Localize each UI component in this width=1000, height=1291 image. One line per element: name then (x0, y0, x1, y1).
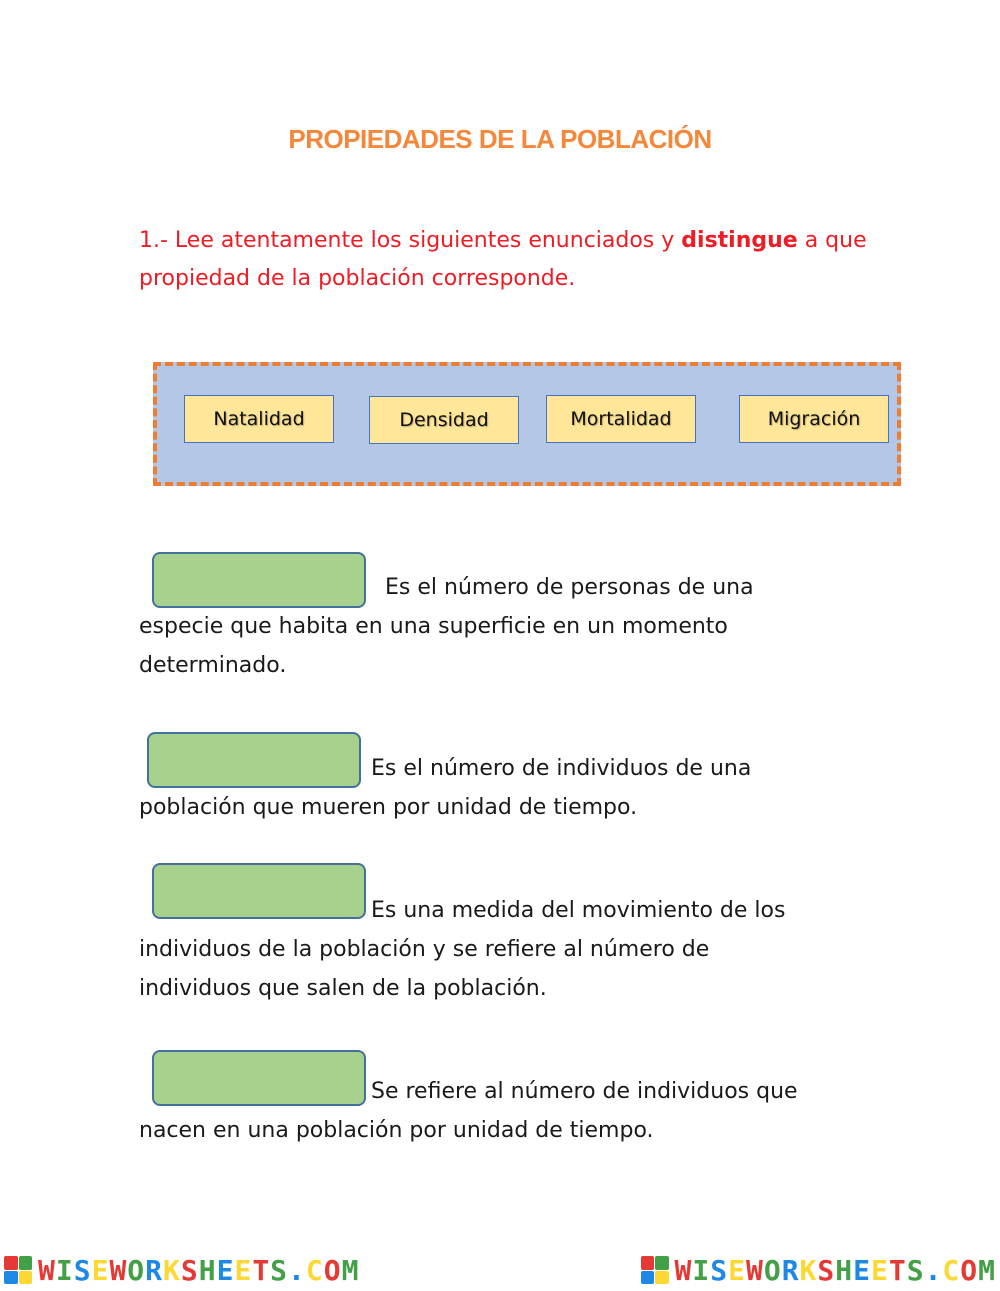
wise-logo-icon (4, 1256, 32, 1284)
question-3-line-3: individuos que salen de la población. (139, 976, 547, 1001)
word-tile-migracion[interactable]: Migración (739, 395, 889, 443)
page-title: PROPIEDADES DE LA POBLACIÓN (288, 124, 712, 154)
question-3-line-1: Es una medida del movimiento de los (371, 898, 786, 923)
question-3-line-2: individuos de la población y se refiere al número de (139, 937, 710, 962)
watermark-left (4, 1254, 359, 1287)
watermark-right (641, 1254, 996, 1287)
question-2-line-1: Es el número de individuos de una (371, 756, 752, 781)
question-4-line-1: Se refiere al número de individuos que (371, 1079, 798, 1104)
question-1-line-1: Es el número de personas de una (385, 575, 754, 600)
word-bank (153, 362, 901, 486)
instruction-text (139, 222, 879, 298)
word-tile-natalidad[interactable]: Natalidad (184, 395, 334, 443)
instruction-before: 1.- Lee atentamente los siguientes enunciados y (139, 228, 682, 253)
word-tile-mortalidad[interactable]: Mortalidad (546, 395, 696, 443)
watermark-text: WISEWORKSHEETS.COM (674, 1253, 996, 1287)
word-tile-densidad[interactable]: Densidad (369, 396, 519, 444)
question-1-line-2: especie que habita en una superficie en un momento (139, 614, 728, 639)
question-4-line-2: nacen en una población por unidad de tiempo. (139, 1118, 654, 1143)
instruction-after: a que propiedad de la población corresponde. (139, 228, 867, 291)
answer-box-3[interactable] (152, 863, 366, 919)
answer-box-4[interactable] (152, 1050, 366, 1106)
question-2-line-2: población que mueren por unidad de tiempo. (139, 795, 638, 820)
instruction-bold-word: distingue (681, 228, 798, 253)
wise-logo-icon (641, 1256, 669, 1284)
answer-box-1[interactable] (152, 552, 366, 608)
question-1-line-3: determinado. (139, 653, 287, 678)
answer-box-2[interactable] (147, 732, 361, 788)
watermark-footer (0, 1252, 1000, 1288)
watermark-text: WISEWORKSHEETS.COM (38, 1253, 360, 1287)
